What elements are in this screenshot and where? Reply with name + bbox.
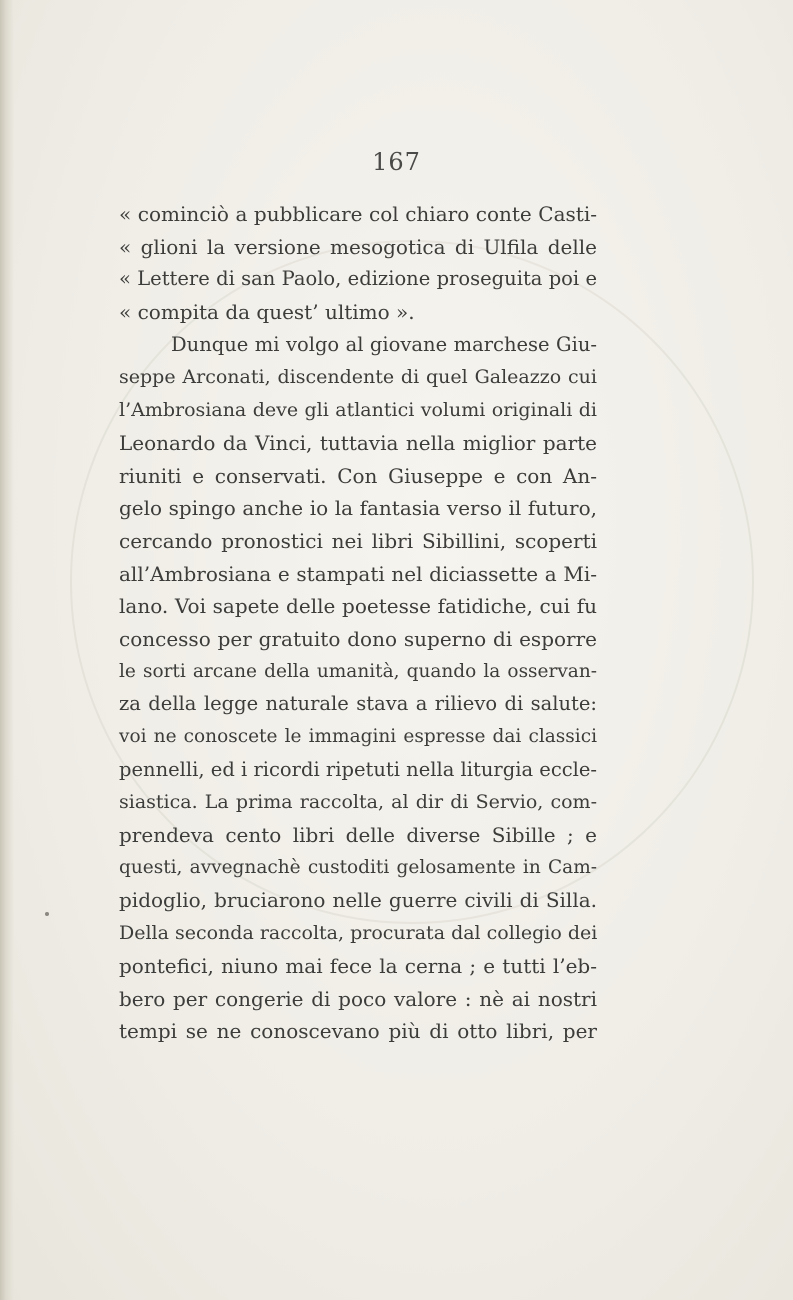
page-number: 167 — [372, 148, 421, 176]
text-line: questi, avvegnachè custoditi gelosamente in Cam- — [119, 856, 597, 878]
text-line: gelo spingo anche io la fantasia verso il futuro, — [119, 496, 597, 521]
text-line: za della legge naturale stava a rilievo di salute: — [119, 692, 597, 716]
paragraph-start-line: Dunque mi volgo al giovane marchese Giu- — [171, 332, 597, 356]
text-line: « cominciò a pubblicare col chiaro conte Casti- — [119, 202, 597, 226]
text-line: « compita da quest’ ultimo ». — [119, 300, 415, 325]
text-line: voi ne conoscete le immagini espresse dai classici — [119, 726, 597, 747]
text-line: prendeva cento libri delle diverse Sibille ; e — [119, 823, 597, 848]
text-line: cercando pronostici nei libri Sibillini, scoperti — [119, 528, 597, 553]
text-line: all’Ambrosiana e stampati nel diciassette a Mi- — [119, 561, 597, 586]
text-line: « glioni la versione mesogotica di Ulfila delle — [119, 234, 597, 259]
text-line: « Lettere di san Paolo, edizione proseguita poi e — [119, 267, 597, 291]
text-line: bero per congerie di poco valore : nè ai nostri — [119, 986, 597, 1011]
text-line: le sorti arcane della umanità, quando la osservan- — [119, 660, 597, 682]
text-line: seppe Arconati, discendente di quel Galeazzo cui — [119, 366, 597, 389]
text-line: tempi se ne conoscevano più di otto libri, per — [119, 1019, 597, 1044]
text-line: pennelli, ed i ricordi ripetuti nella liturgia eccle- — [119, 757, 598, 781]
text-line: lano. Voi sapete delle poetesse fatidiche, cui fu — [119, 594, 597, 619]
text-line: Leonardo da Vinci, tuttavia nella miglior parte — [119, 430, 597, 455]
text-line: pidoglio, bruciarono nelle guerre civili di Silla. — [119, 888, 597, 913]
text-line: pontefici, niuno mai fece la cerna ; e tutti l’eb- — [119, 953, 597, 978]
text-line: Della seconda raccolta, procurata dal collegio dei — [119, 922, 598, 945]
page-speck — [45, 912, 49, 916]
text-line: siastica. La prima raccolta, al dir di Servio, com- — [119, 791, 597, 814]
text-line: l’Ambrosiana deve gli atlantici volumi originali di — [119, 399, 597, 422]
text-line: riuniti e conservati. Con Giuseppe e con An- — [119, 463, 597, 488]
text-line: concesso per gratuito dono superno di esporre — [119, 626, 597, 651]
body-text — [119, 198, 597, 1048]
binding-edge — [0, 0, 14, 1300]
